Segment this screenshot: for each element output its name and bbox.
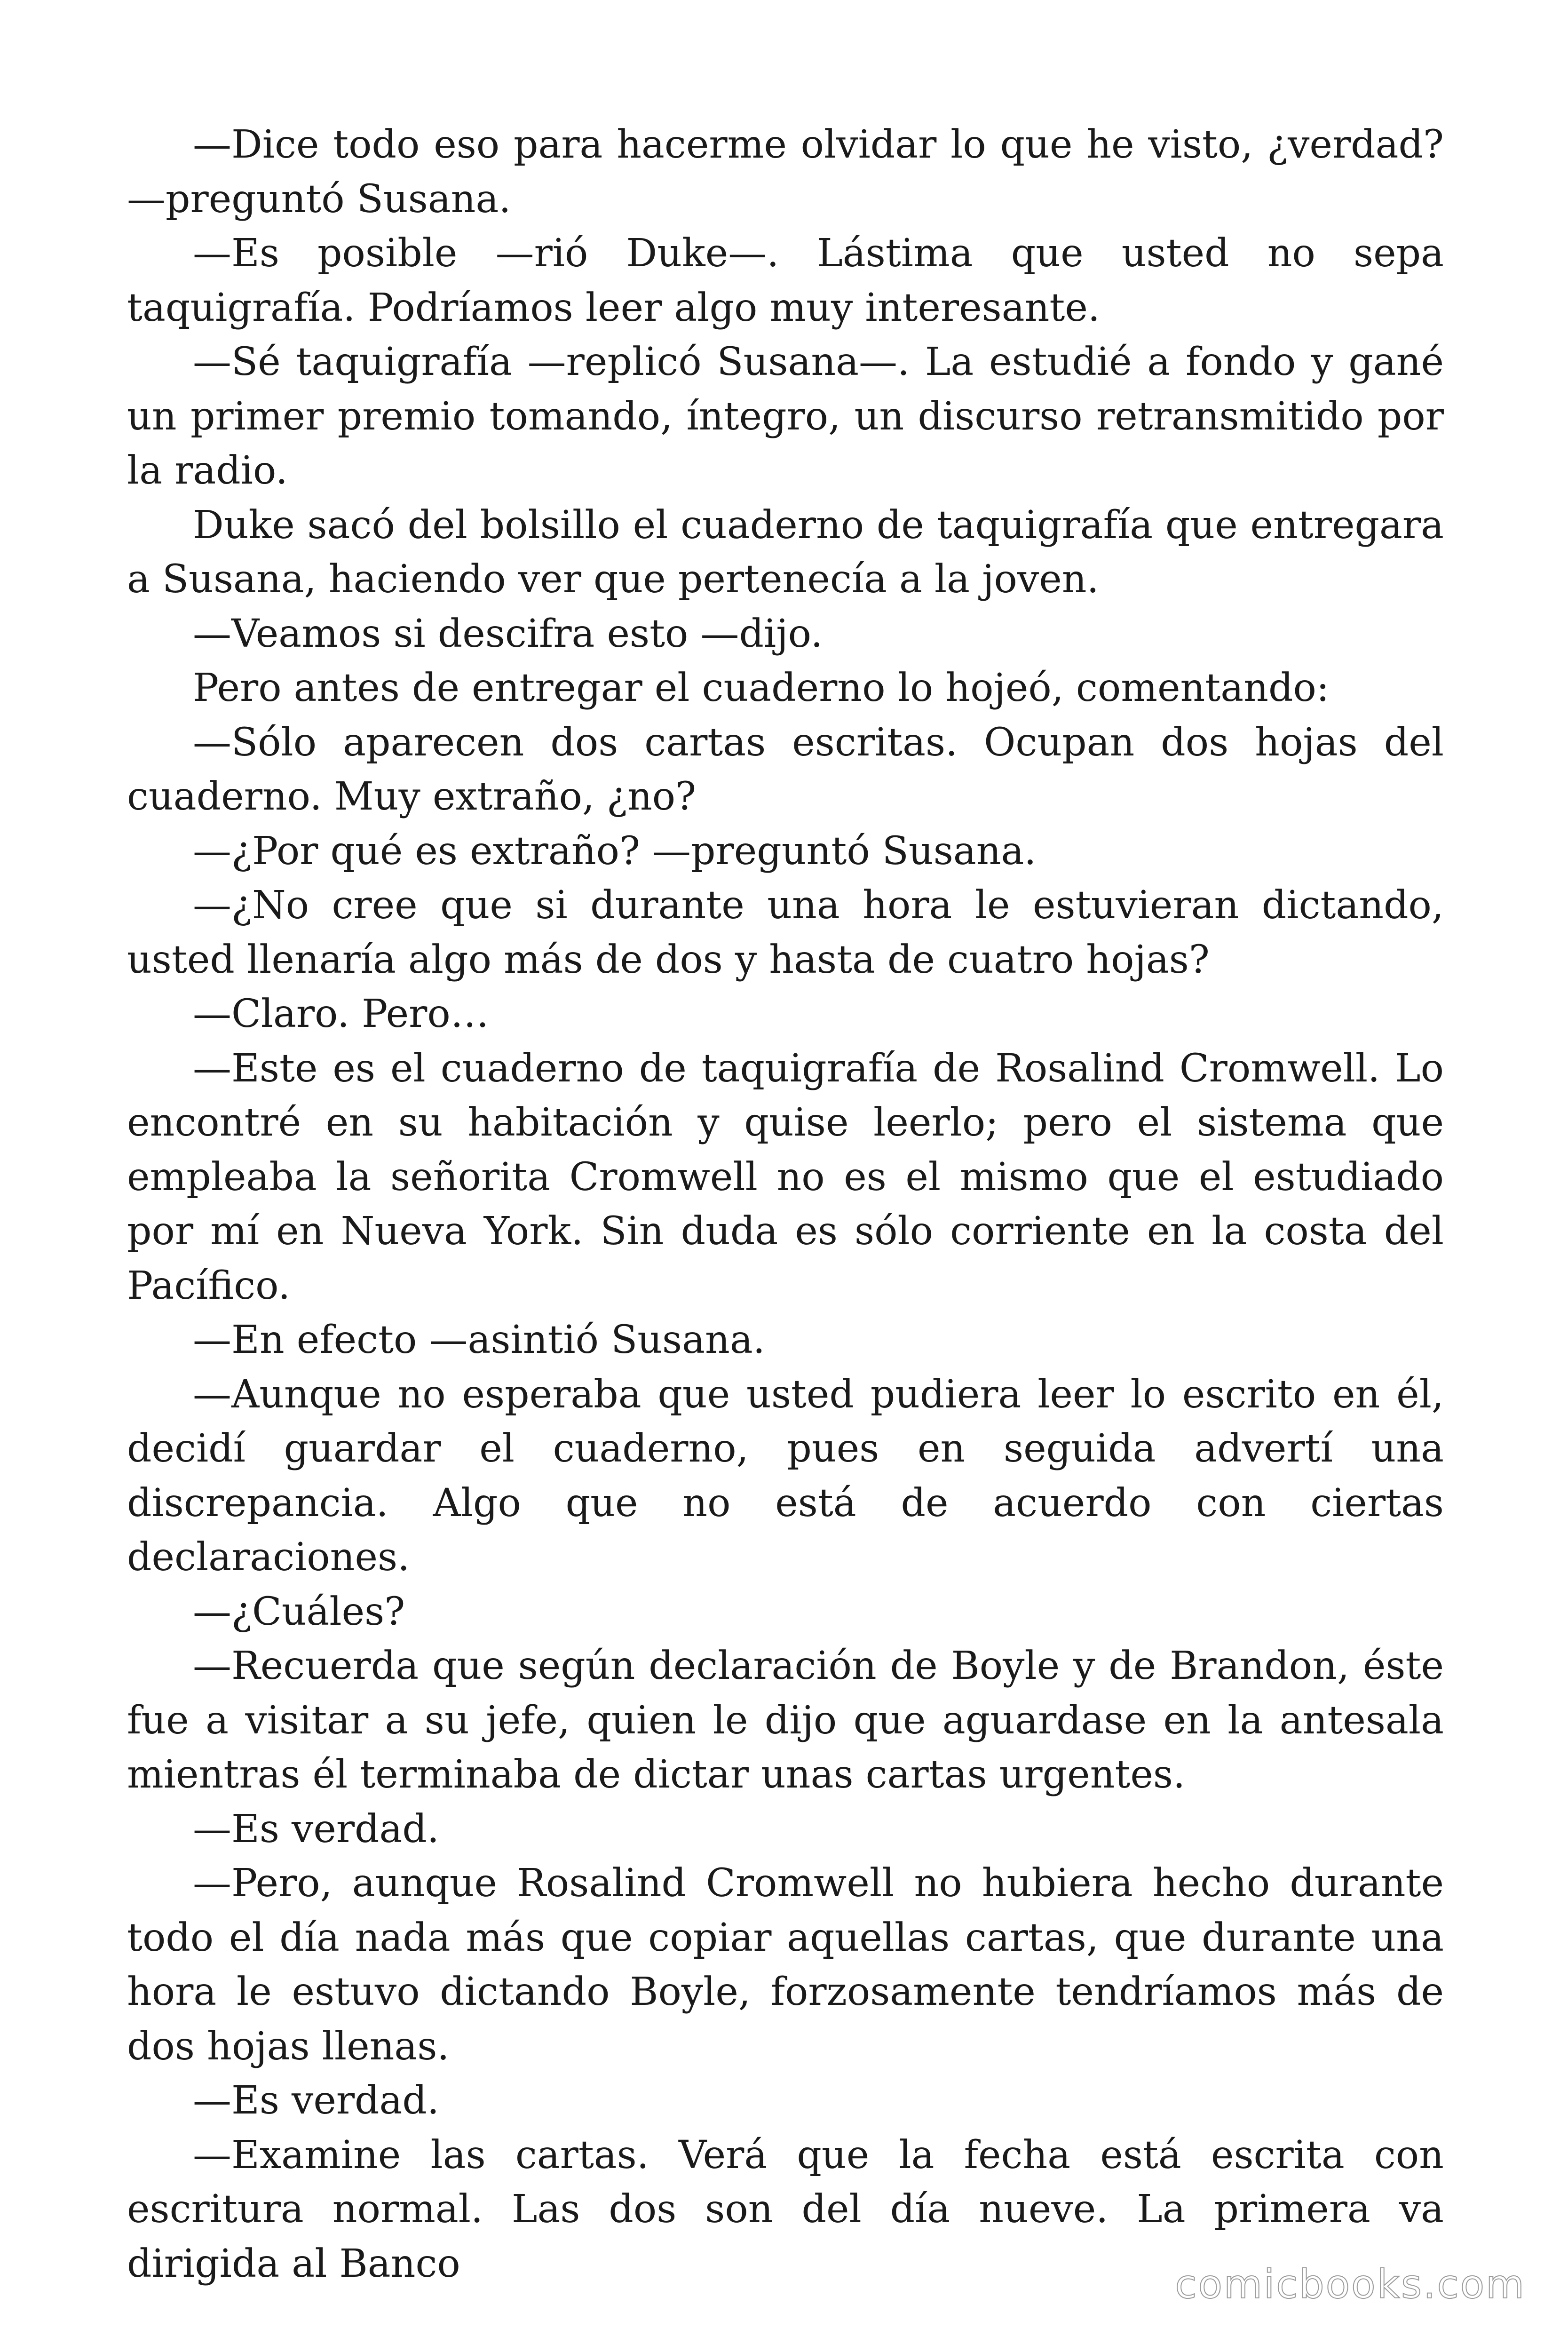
paragraph: —Sólo aparecen dos cartas escritas. Ocupan dos hojas del cuaderno. Muy extraño, ¿no? bbox=[127, 720, 1444, 819]
paragraph: Duke sacó del bolsillo el cuaderno de taquigrafía que entregara a Susana, haciendo ver que pertenecía a la joven. bbox=[127, 502, 1444, 602]
paragraph: —Veamos si descifra esto —dijo. bbox=[193, 611, 823, 656]
paragraph: —Es verdad. bbox=[193, 2078, 439, 2123]
paragraph: —Recuerda que según declaración de Boyle y de Brandon, éste fue a visitar a su jefe, quien le dijo que aguardase en la antesala mientras él terminaba de dictar unas cartas urgentes. bbox=[127, 1644, 1444, 1797]
paragraph: —Sé taquigrafía —replicó Susana—. La estudié a fondo y gané un primer premio tomando, íntegro, un discurso retransmitido por la radio. bbox=[127, 340, 1444, 493]
paragraph: Pero antes de entregar el cuaderno lo hojeó, comentando: bbox=[193, 666, 1330, 710]
book-page bbox=[127, 118, 1444, 2291]
paragraph: —Es verdad. bbox=[193, 1806, 439, 1851]
paragraph: —Pero, aunque Rosalind Cromwell no hubiera hecho durante todo el día nada más que copiar aquellas cartas, que durante una hora le estuvo dictando Boyle, forzosamente tendríamos más de dos hojas llenas. bbox=[127, 1861, 1444, 2069]
paragraph: —¿Cuáles? bbox=[193, 1589, 405, 1634]
paragraph: —Aunque no esperaba que usted pudiera leer lo escrito en él, decidí guardar el cuaderno, pues en seguida advertí una discrepancia. Algo que no está de acuerdo con ciertas declaraciones. bbox=[127, 1372, 1444, 1580]
paragraph: —En efecto —asintió Susana. bbox=[193, 1318, 765, 1362]
paragraph: —Es posible —rió Duke—. Lástima que usted no sepa taquigrafía. Podríamos leer algo muy interesante. bbox=[127, 231, 1444, 330]
watermark: comicbooks.com bbox=[1175, 2261, 1526, 2307]
paragraph: —Dice todo eso para hacerme olvidar lo que he visto, ¿verdad? —preguntó Susana. bbox=[127, 122, 1444, 222]
paragraph: —¿Por qué es extraño? —preguntó Susana. bbox=[193, 828, 1037, 874]
paragraph: —¿No cree que si durante una hora le estuvieran dictando, usted llenaría algo más de dos y hasta de cuatro hojas? bbox=[127, 883, 1444, 982]
paragraph: —Claro. Pero… bbox=[193, 992, 489, 1036]
paragraph: —Examine las cartas. Verá que la fecha está escrita con escritura normal. Las dos son del día nueve. La primera va dirigida al Banco bbox=[127, 2132, 1444, 2286]
paragraph: —Este es el cuaderno de taquigrafía de Rosalind Cromwell. Lo encontré en su habitación y quise leerlo; pero el sistema que empleaba la señorita Cromwell no es el mismo que el estudiado por mí en Nueva York. Sin duda es sólo corriente en la costa del Pacífico. bbox=[127, 1046, 1444, 1308]
